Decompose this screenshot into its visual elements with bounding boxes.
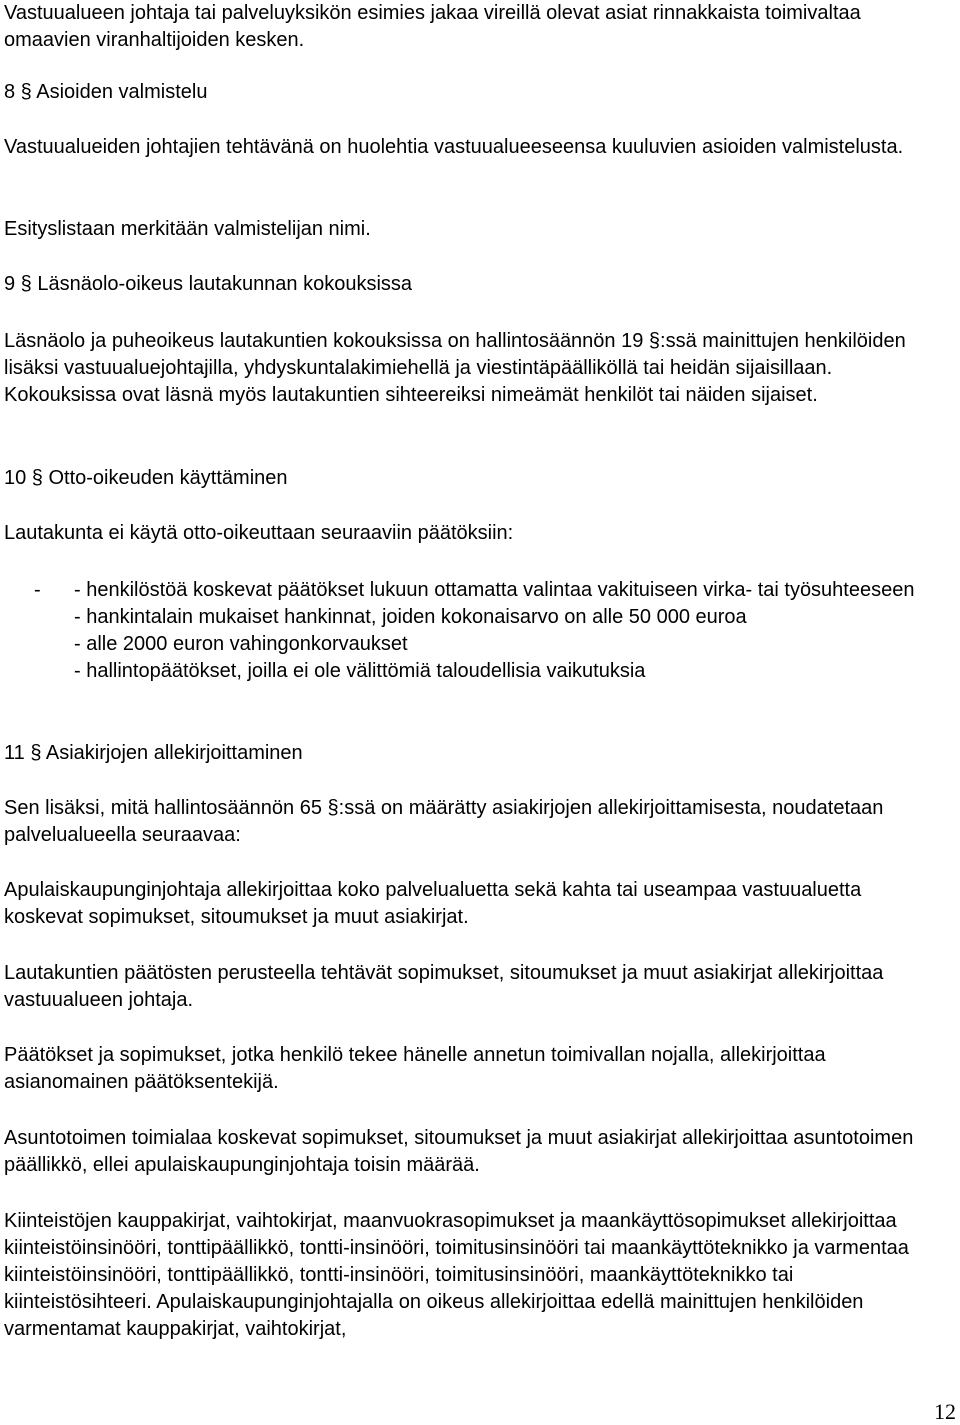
section-11-paragraph-3: Lautakuntien päätösten perusteella tehtävät sopimukset, sitoumukset ja muut asiakirjat allekirjoittaa vastuualueen johtaja. xyxy=(4,962,884,1011)
section-11-paragraph-6: Kiinteistöjen kauppakirjat, vaihtokirjat, maanvuokrasopimukset ja maankäyttösopimukset allekirjoittaa kiinteistöinsinööri, tonttipäällikkö, tontti-insinööri, toimitusinsinööri tai maankäyttöteknikko ja varmentaa kiinteistöinsinööri, tonttipäällikkö, tontti-insinööri, toimitusinsinööri, maankäyttöteknikko tai kiinteistösihteeri. Apulaiskaupunginjohtajalla on oikeus allekirjoittaa edellä mainittujen henkilöiden varmentamat kauppakirjat, vaihtokirjat, xyxy=(4,1210,909,1340)
section-9-paragraph: Läsnäolo ja puheoikeus lautakuntien kokouksissa on hallintosäännön 19 §:ssä mainittujen henkilöiden lisäksi vastuualuejohtajilla, yhdyskuntalakimiehellä ja viestintäpäälliköllä tai heidän sijaisillaan. Kokouksissa ovat läsnä myös lautakuntien sihteereiksi nimeämät henkilöt tai näiden sijaiset. xyxy=(4,330,906,406)
section-8-heading: 8 § Asioiden valmistelu xyxy=(4,81,208,103)
list-item xyxy=(4,631,944,658)
list-item xyxy=(4,577,944,604)
page-number: 12 xyxy=(934,1399,956,1424)
section-11-heading: 11 § Asiakirjojen allekirjoittaminen xyxy=(4,742,303,764)
section-10-list xyxy=(4,577,944,685)
intro-paragraph: Vastuualueen johtaja tai palveluyksikön esimies jakaa vireillä olevat asiat rinnakkaista toimivaltaa omaavien viranhaltijoiden kesken. xyxy=(4,2,861,51)
section-11-paragraph-1: Sen lisäksi, mitä hallintosäännön 65 §:ssä on määrätty asiakirjojen allekirjoittamisesta, noudatetaan palvelualueella seuraavaa: xyxy=(4,797,884,846)
section-11-paragraph-5: Asuntotoimen toimialaa koskevat sopimukset, sitoumukset ja muut asiakirjat allekirjoittaa asuntotoimen päällikkö, ellei apulaiskaupunginjohtaja toisin määrää. xyxy=(4,1127,914,1176)
section-10-heading: 10 § Otto-oikeuden käyttäminen xyxy=(4,467,288,489)
list-item-text: - alle 2000 euron vahingonkorvaukset xyxy=(74,633,408,655)
list-dash: - xyxy=(34,579,41,601)
list-item-text: - hankintalain mukaiset hankinnat, joiden kokonaisarvo on alle 50 000 euroa xyxy=(74,606,747,628)
list-item-text: - henkilöstöä koskevat päätökset lukuun ottamatta valintaa vakituiseen virka- tai työsuhteeseen xyxy=(74,579,915,601)
list-item xyxy=(4,658,944,685)
section-9-heading: 9 § Läsnäolo-oikeus lautakunnan kokouksissa xyxy=(4,273,413,295)
section-8-paragraph-1: Vastuualueiden johtajien tehtävänä on huolehtia vastuualueeseensa kuuluvien asioiden valmistelusta. xyxy=(4,136,904,158)
section-11-paragraph-4: Päätökset ja sopimukset, jotka henkilö tekee hänelle annetun toimivallan nojalla, allekirjoittaa asianomainen päätöksentekijä. xyxy=(4,1044,826,1093)
list-item xyxy=(4,604,944,631)
list-item-text: - hallintopäätökset, joilla ei ole välittömiä taloudellisia vaikutuksia xyxy=(74,660,646,682)
section-10-paragraph: Lautakunta ei käytä otto-oikeuttaan seuraaviin päätöksiin: xyxy=(4,522,514,544)
section-8-paragraph-2: Esityslistaan merkitään valmistelijan nimi. xyxy=(4,218,371,240)
section-11-paragraph-2: Apulaiskaupunginjohtaja allekirjoittaa koko palvelualuetta sekä kahta tai useampaa vastuualuetta koskevat sopimukset, sitoumukset ja muut asiakirjat. xyxy=(4,879,862,928)
